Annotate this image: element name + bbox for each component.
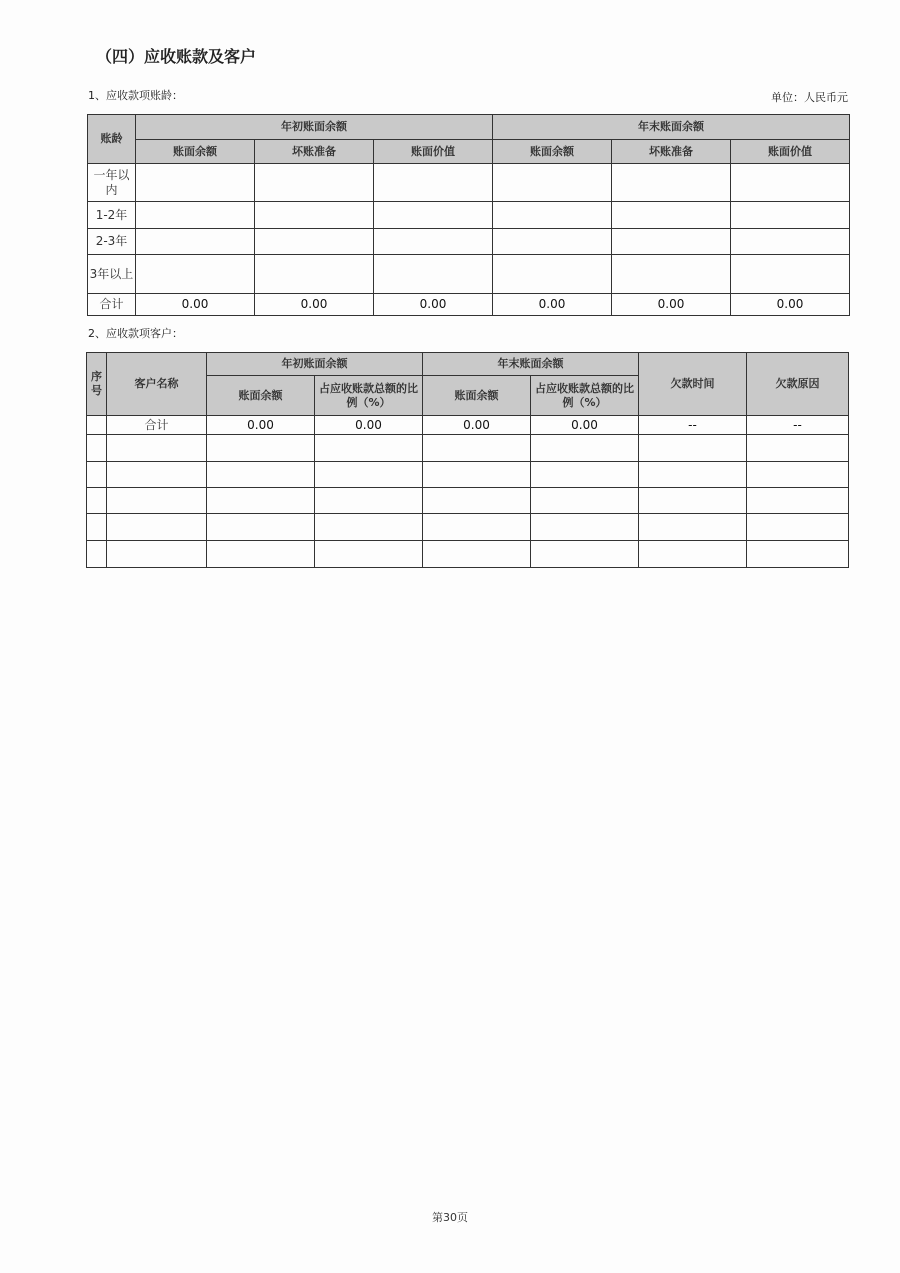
value-cell: 0.00 — [731, 294, 850, 316]
value-cell — [255, 255, 374, 294]
value-cell — [493, 229, 612, 255]
table-row — [87, 435, 849, 462]
value-cell: 0.00 — [612, 294, 731, 316]
header-seq: 序号 — [87, 353, 107, 416]
customers-subtitle: 2、应收款项客户： — [88, 327, 183, 340]
section-title: （四）应收账款及客户 — [96, 47, 257, 66]
cell — [207, 462, 315, 488]
aging-subtitle: 1、应收款项账龄： — [88, 89, 183, 102]
subheader-cell: 占应收账款总额的比例（%） — [531, 376, 639, 416]
overdue-time-cell: -- — [639, 416, 747, 435]
row-label: 3年以上 — [88, 255, 136, 294]
cell — [531, 541, 639, 568]
value-cell — [136, 229, 255, 255]
cell — [747, 435, 849, 462]
table-row — [88, 202, 850, 229]
header-customer-name: 客户名称 — [107, 353, 207, 416]
cell — [315, 435, 423, 462]
cell — [87, 541, 107, 568]
cell — [423, 435, 531, 462]
value-cell — [612, 255, 731, 294]
cell — [639, 488, 747, 514]
aging-table — [87, 114, 850, 316]
value-cell — [374, 229, 493, 255]
cell — [87, 462, 107, 488]
value-cell — [136, 255, 255, 294]
value-cell: 0.00 — [374, 294, 493, 316]
total-row — [88, 294, 850, 316]
seq-cell — [87, 416, 107, 435]
value-cell — [136, 164, 255, 202]
cell — [315, 514, 423, 541]
value-cell: 0.00 — [531, 416, 639, 435]
total-row — [87, 416, 849, 435]
value-cell — [255, 164, 374, 202]
value-cell — [493, 164, 612, 202]
currency-unit: 单位：人民币元 — [771, 91, 848, 104]
cell — [207, 541, 315, 568]
row-label: 合计 — [107, 416, 207, 435]
value-cell — [255, 202, 374, 229]
overdue-reason-cell: -- — [747, 416, 849, 435]
cell — [315, 488, 423, 514]
table-row — [88, 164, 850, 202]
subheader-cell: 占应收账款总额的比例（%） — [315, 376, 423, 416]
table-row — [87, 541, 849, 568]
value-cell — [374, 202, 493, 229]
cell — [107, 514, 207, 541]
value-cell: 0.00 — [255, 294, 374, 316]
subheader-cell: 账面余额 — [207, 376, 315, 416]
cell — [639, 541, 747, 568]
subheader-cell: 账面余额 — [423, 376, 531, 416]
cell — [531, 514, 639, 541]
row-label: 1-2年 — [88, 202, 136, 229]
value-cell: 0.00 — [136, 294, 255, 316]
cell — [531, 488, 639, 514]
row-label: 一年以内 — [88, 164, 136, 202]
header-begin-balance: 年初账面余额 — [207, 353, 423, 376]
table-row — [87, 514, 849, 541]
cell — [639, 514, 747, 541]
row-label: 2-3年 — [88, 229, 136, 255]
cell — [207, 514, 315, 541]
subheader-cell: 坏账准备 — [255, 140, 374, 164]
header-overdue-time: 欠款时间 — [639, 353, 747, 416]
cell — [747, 541, 849, 568]
cell — [639, 462, 747, 488]
value-cell — [612, 164, 731, 202]
cell — [423, 541, 531, 568]
value-cell — [612, 202, 731, 229]
value-cell — [731, 255, 850, 294]
header-begin-balance: 年初账面余额 — [136, 115, 493, 140]
subheader-cell: 账面价值 — [374, 140, 493, 164]
table-row — [87, 462, 849, 488]
value-cell — [731, 229, 850, 255]
table-row — [88, 229, 850, 255]
value-cell — [374, 164, 493, 202]
cell — [747, 462, 849, 488]
subheader-cell: 账面余额 — [493, 140, 612, 164]
value-cell: 0.00 — [207, 416, 315, 435]
value-cell — [374, 255, 493, 294]
cell — [315, 541, 423, 568]
header-end-balance: 年末账面余额 — [423, 353, 639, 376]
cell — [747, 514, 849, 541]
value-cell — [731, 202, 850, 229]
cell — [107, 462, 207, 488]
value-cell: 0.00 — [315, 416, 423, 435]
value-cell: 0.00 — [493, 294, 612, 316]
value-cell: 0.00 — [423, 416, 531, 435]
cell — [423, 488, 531, 514]
cell — [207, 488, 315, 514]
cell — [207, 435, 315, 462]
value-cell — [493, 202, 612, 229]
cell — [639, 435, 747, 462]
cell — [423, 514, 531, 541]
subheader-cell: 账面余额 — [136, 140, 255, 164]
cell — [423, 462, 531, 488]
table-row — [87, 488, 849, 514]
subheader-cell: 账面价值 — [731, 140, 850, 164]
cell — [531, 462, 639, 488]
header-end-balance: 年末账面余额 — [493, 115, 850, 140]
page-number: 第30页 — [432, 1211, 468, 1224]
value-cell — [136, 202, 255, 229]
cell — [87, 514, 107, 541]
header-overdue-reason: 欠款原因 — [747, 353, 849, 416]
cell — [315, 462, 423, 488]
subheader-cell: 坏账准备 — [612, 140, 731, 164]
value-cell — [255, 229, 374, 255]
value-cell — [731, 164, 850, 202]
cell — [107, 541, 207, 568]
value-cell — [493, 255, 612, 294]
cell — [107, 435, 207, 462]
customers-table — [86, 352, 849, 568]
cell — [531, 435, 639, 462]
cell — [87, 488, 107, 514]
value-cell — [612, 229, 731, 255]
table-row — [88, 255, 850, 294]
cell — [107, 488, 207, 514]
row-label: 合计 — [88, 294, 136, 316]
header-aging: 账龄 — [88, 115, 136, 164]
cell — [747, 488, 849, 514]
cell — [87, 435, 107, 462]
